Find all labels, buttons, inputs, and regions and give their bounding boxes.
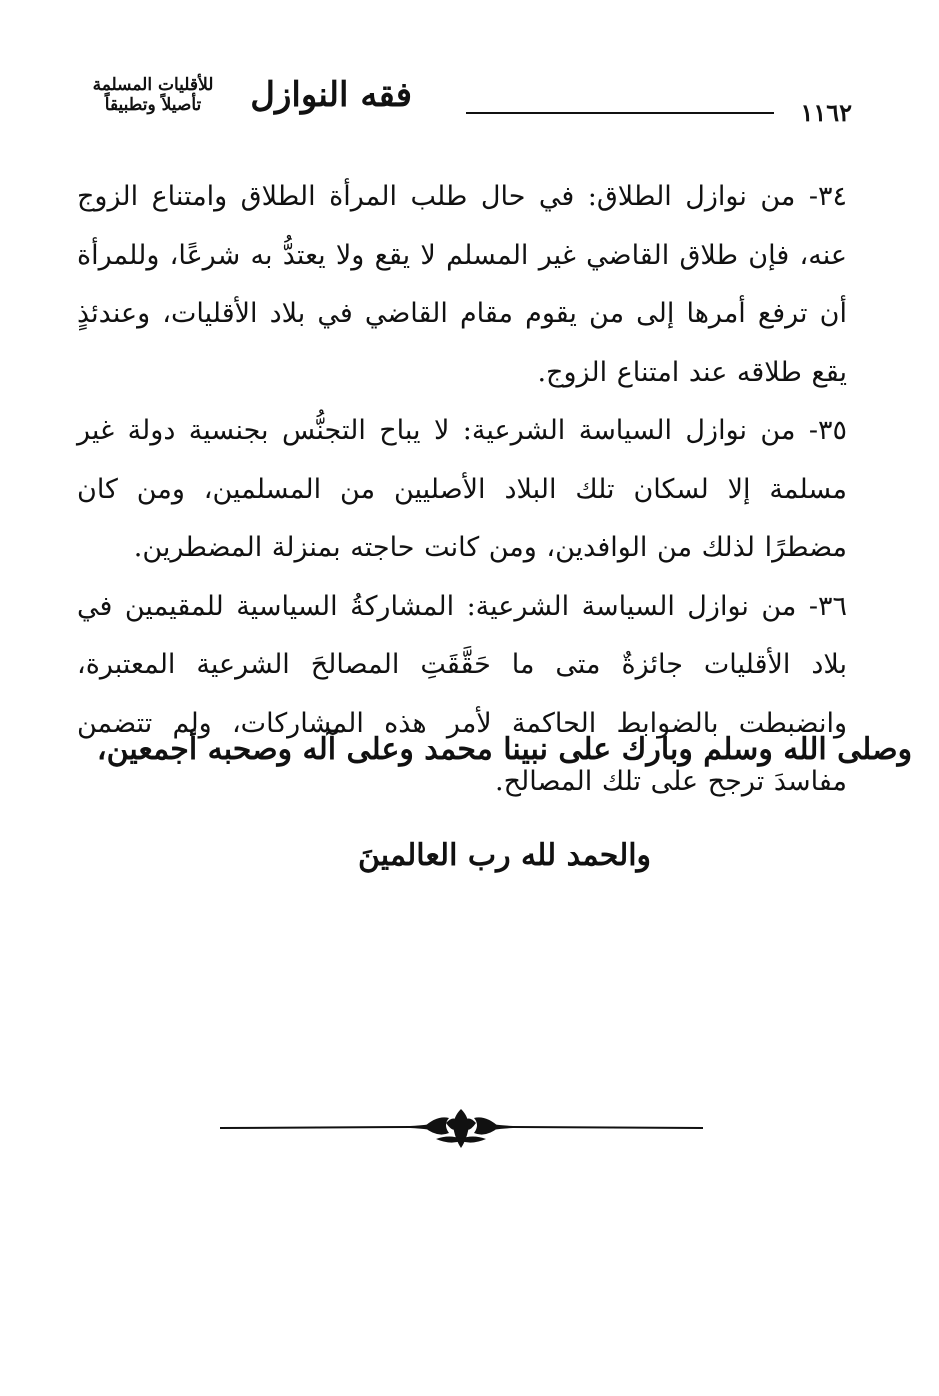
book-title-main: فقه النوازل — [250, 75, 412, 115]
book-title-subtitle-line-2: تأصيلاً وتطبيقاً — [104, 94, 202, 115]
main-content — [77, 168, 847, 812]
page-header — [82, 64, 852, 144]
book-title-subtitle — [82, 76, 224, 115]
closing-praise: والحمد لله رب العالمينَ — [357, 838, 652, 873]
paragraph-35: ٣٥- من نوازل السياسة الشرعية: لا يباح التجنُّس بجنسية دولة غير مسلمة إلا لسكان تلك البلاد الأصليين من المسلمين، ومن كان مضطرًا لذلك من الوافدين، ومن كانت حاجته بمنزلة المضطرين. — [77, 415, 847, 563]
book-title-block — [82, 72, 412, 142]
closing-prayer: وصلى الله وسلم وبارك على نبينا محمد وعلى آله وصحبه أجمعين، — [96, 732, 913, 767]
floral-divider-icon — [220, 1105, 703, 1153]
paragraph-34: ٣٤- من نوازل الطلاق: في حال طلب المرأة الطلاق وامتناع الزوج عنه، فإن طلاق القاضي غير المسلم لا يقع ولا يعتدُّ به شرعًا، وللمرأة أن ترفع أمرها إلى من يقوم مقام القاضي في بلاد الأقليات، وعندئذٍ يقع طلاقه عند امتناع الزوج. — [77, 181, 847, 388]
book-title-subtitle-line-1: للأقليات المسلمة — [92, 75, 214, 95]
header-rule — [466, 112, 774, 114]
page-number: ١١٦٢ — [800, 98, 852, 127]
paragraph-36: ٣٦- من نوازل السياسة الشرعية: المشاركةُ السياسية للمقيمين في بلاد الأقليات جائزةٌ متى ما حَقَّقَتِ المصالحَ الشرعية المعتبرة، وانضبطت بالضوابط الحاكمة لأمر هذه المشاركات، ولم تتضمن مفاسدَ ترجح على تلك المصالح. — [77, 590, 847, 797]
